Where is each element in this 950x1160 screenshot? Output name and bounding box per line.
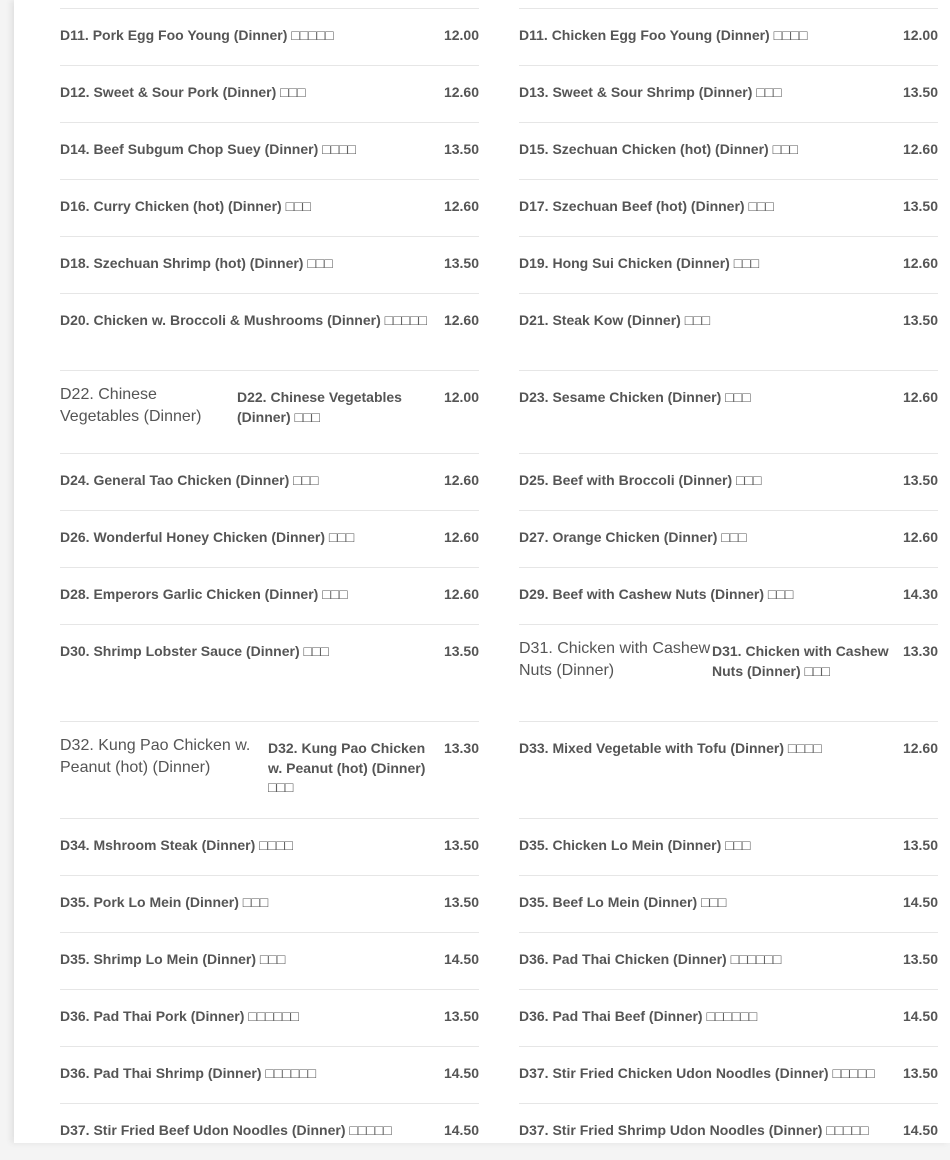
menu-item[interactable] [60,624,479,721]
menu-item[interactable] [519,510,938,567]
item-name: D12. Sweet & Sour Pork (Dinner) □□□ [60,84,306,100]
menu-item[interactable] [519,818,938,875]
menu-item[interactable] [519,453,938,510]
item-price: 12.60 [443,529,479,545]
item-name: D21. Steak Kow (Dinner) □□□ [519,312,711,328]
item-name: D14. Beef Subgum Chop Suey (Dinner) □□□□ [60,141,356,157]
item-name: D17. Szechuan Beef (hot) (Dinner) □□□ [519,198,774,214]
item-name: D26. Wonderful Honey Chicken (Dinner) □□□ [60,529,355,545]
item-price: 13.50 [443,141,479,157]
menu-item[interactable] [60,721,479,818]
menu-item[interactable] [60,932,479,989]
item-name: D35. Beef Lo Mein (Dinner) □□□ [519,894,727,910]
item-price: 13.50 [443,837,479,853]
menu-item[interactable] [519,624,938,721]
menu-item[interactable] [60,1103,479,1160]
item-name: D20. Chicken w. Broccoli & Mushrooms (Dinner) □□□□□ [60,312,427,328]
item-name: D19. Hong Sui Chicken (Dinner) □□□ [519,255,760,271]
item-price: 13.50 [902,1065,938,1081]
item-price: 13.50 [443,643,479,659]
menu-item[interactable] [519,1046,938,1103]
menu-item[interactable] [519,567,938,624]
item-name: D37. Stir Fried Shrimp Udon Noodles (Dinner) □□□□□ [519,1122,869,1138]
menu-item[interactable] [519,8,938,65]
item-name: D29. Beef with Cashew Nuts (Dinner) □□□ [519,586,794,602]
menu-item[interactable] [60,370,479,453]
item-image[interactable]: D31. Chicken with Cashew Nuts (Dinner) [519,640,711,679]
menu-item[interactable] [60,567,479,624]
item-price: 12.60 [443,472,479,488]
item-price: 13.50 [902,198,938,214]
item-name: D25. Beef with Broccoli (Dinner) □□□ [519,472,762,488]
item-price: 14.50 [443,1122,479,1138]
item-price: 14.50 [902,1122,938,1138]
menu-item[interactable] [519,989,938,1046]
item-price: 14.50 [902,1008,938,1024]
item-name: D31. Chicken with Cashew Nuts (Dinner) □□□ [712,643,889,679]
menu-item[interactable] [60,453,479,510]
item-price: 12.60 [443,198,479,214]
item-price: 12.60 [902,740,938,756]
item-image[interactable]: D22. Chinese Vegetables (Dinner) [60,386,202,425]
menu-item[interactable] [60,236,479,293]
menu-panel [14,0,950,1143]
menu-column-left [60,8,479,1160]
item-name: D36. Pad Thai Chicken (Dinner) □□□□□□ [519,951,782,967]
item-price: 14.30 [902,586,938,602]
item-price: 12.00 [443,27,479,43]
item-name: D28. Emperors Garlic Chicken (Dinner) □□□ [60,586,348,602]
menu-item[interactable] [60,989,479,1046]
item-name: D32. Kung Pao Chicken w. Peanut (hot) (Dinner) □□□ [268,740,426,795]
item-name: D34. Mshroom Steak (Dinner) □□□□ [60,837,293,853]
item-name: D35. Chicken Lo Mein (Dinner) □□□ [519,837,751,853]
item-price: 13.50 [902,312,938,328]
item-name: D37. Stir Fried Beef Udon Noodles (Dinner) □□□□□ [60,1122,392,1138]
menu-item[interactable] [60,293,479,370]
item-price: 12.00 [443,389,479,405]
item-price: 13.50 [443,1008,479,1024]
menu-item[interactable] [60,179,479,236]
item-name: D22. Chinese Vegetables (Dinner) □□□ [237,389,402,425]
menu-item[interactable] [60,8,479,65]
item-price: 12.60 [443,84,479,100]
item-name: D35. Shrimp Lo Mein (Dinner) □□□ [60,951,286,967]
item-price: 12.60 [443,312,479,328]
menu-item[interactable] [519,1103,938,1160]
menu-item[interactable] [519,370,938,453]
item-name: D35. Pork Lo Mein (Dinner) □□□ [60,894,269,910]
item-price: 12.60 [902,529,938,545]
item-price: 12.60 [902,255,938,271]
item-price: 13.50 [902,472,938,488]
menu-column-right [519,8,938,1160]
item-price: 14.50 [443,1065,479,1081]
item-price: 13.50 [443,255,479,271]
item-name: D36. Pad Thai Shrimp (Dinner) □□□□□□ [60,1065,317,1081]
item-price: 13.30 [443,740,479,756]
item-price: 12.60 [443,586,479,602]
item-price: 12.00 [902,27,938,43]
item-price: 12.60 [902,389,938,405]
item-name: D30. Shrimp Lobster Sauce (Dinner) □□□ [60,643,329,659]
menu-item[interactable] [519,236,938,293]
item-price: 14.50 [902,894,938,910]
item-image[interactable]: D32. Kung Pao Chicken w. Peanut (hot) (Dinner) [60,737,251,776]
item-name: D33. Mixed Vegetable with Tofu (Dinner) □□□□ [519,740,822,756]
menu-item[interactable] [519,721,938,818]
item-name: D13. Sweet & Sour Shrimp (Dinner) □□□ [519,84,782,100]
menu-item[interactable] [519,65,938,122]
item-price: 13.50 [902,837,938,853]
item-name: D36. Pad Thai Beef (Dinner) □□□□□□ [519,1008,758,1024]
item-name: D27. Orange Chicken (Dinner) □□□ [519,529,747,545]
menu-item[interactable] [60,875,479,932]
item-price: 12.60 [902,141,938,157]
menu-item[interactable] [519,293,938,370]
menu-item[interactable] [60,65,479,122]
item-name: D18. Szechuan Shrimp (hot) (Dinner) □□□ [60,255,333,271]
item-name: D15. Szechuan Chicken (hot) (Dinner) □□□ [519,141,798,157]
menu-item[interactable] [519,932,938,989]
item-price: 13.30 [902,643,938,659]
item-name: D37. Stir Fried Chicken Udon Noodles (Dinner) □□□□□ [519,1065,875,1081]
menu-item[interactable] [60,122,479,179]
menu-item[interactable] [519,875,938,932]
item-name: D24. General Tao Chicken (Dinner) □□□ [60,472,319,488]
menu-item[interactable] [60,1046,479,1103]
menu-item[interactable] [519,122,938,179]
item-name: D11. Pork Egg Foo Young (Dinner) □□□□□ [60,27,334,43]
item-name: D23. Sesame Chicken (Dinner) □□□ [519,389,751,405]
item-price: 13.50 [902,84,938,100]
item-name: D16. Curry Chicken (hot) (Dinner) □□□ [60,198,311,214]
item-price: 13.50 [902,951,938,967]
item-price: 13.50 [443,894,479,910]
item-name: D36. Pad Thai Pork (Dinner) □□□□□□ [60,1008,299,1024]
menu-item[interactable] [60,510,479,567]
menu-item[interactable] [60,818,479,875]
item-price: 14.50 [443,951,479,967]
item-name: D11. Chicken Egg Foo Young (Dinner) □□□□ [519,27,808,43]
menu-item[interactable] [519,179,938,236]
